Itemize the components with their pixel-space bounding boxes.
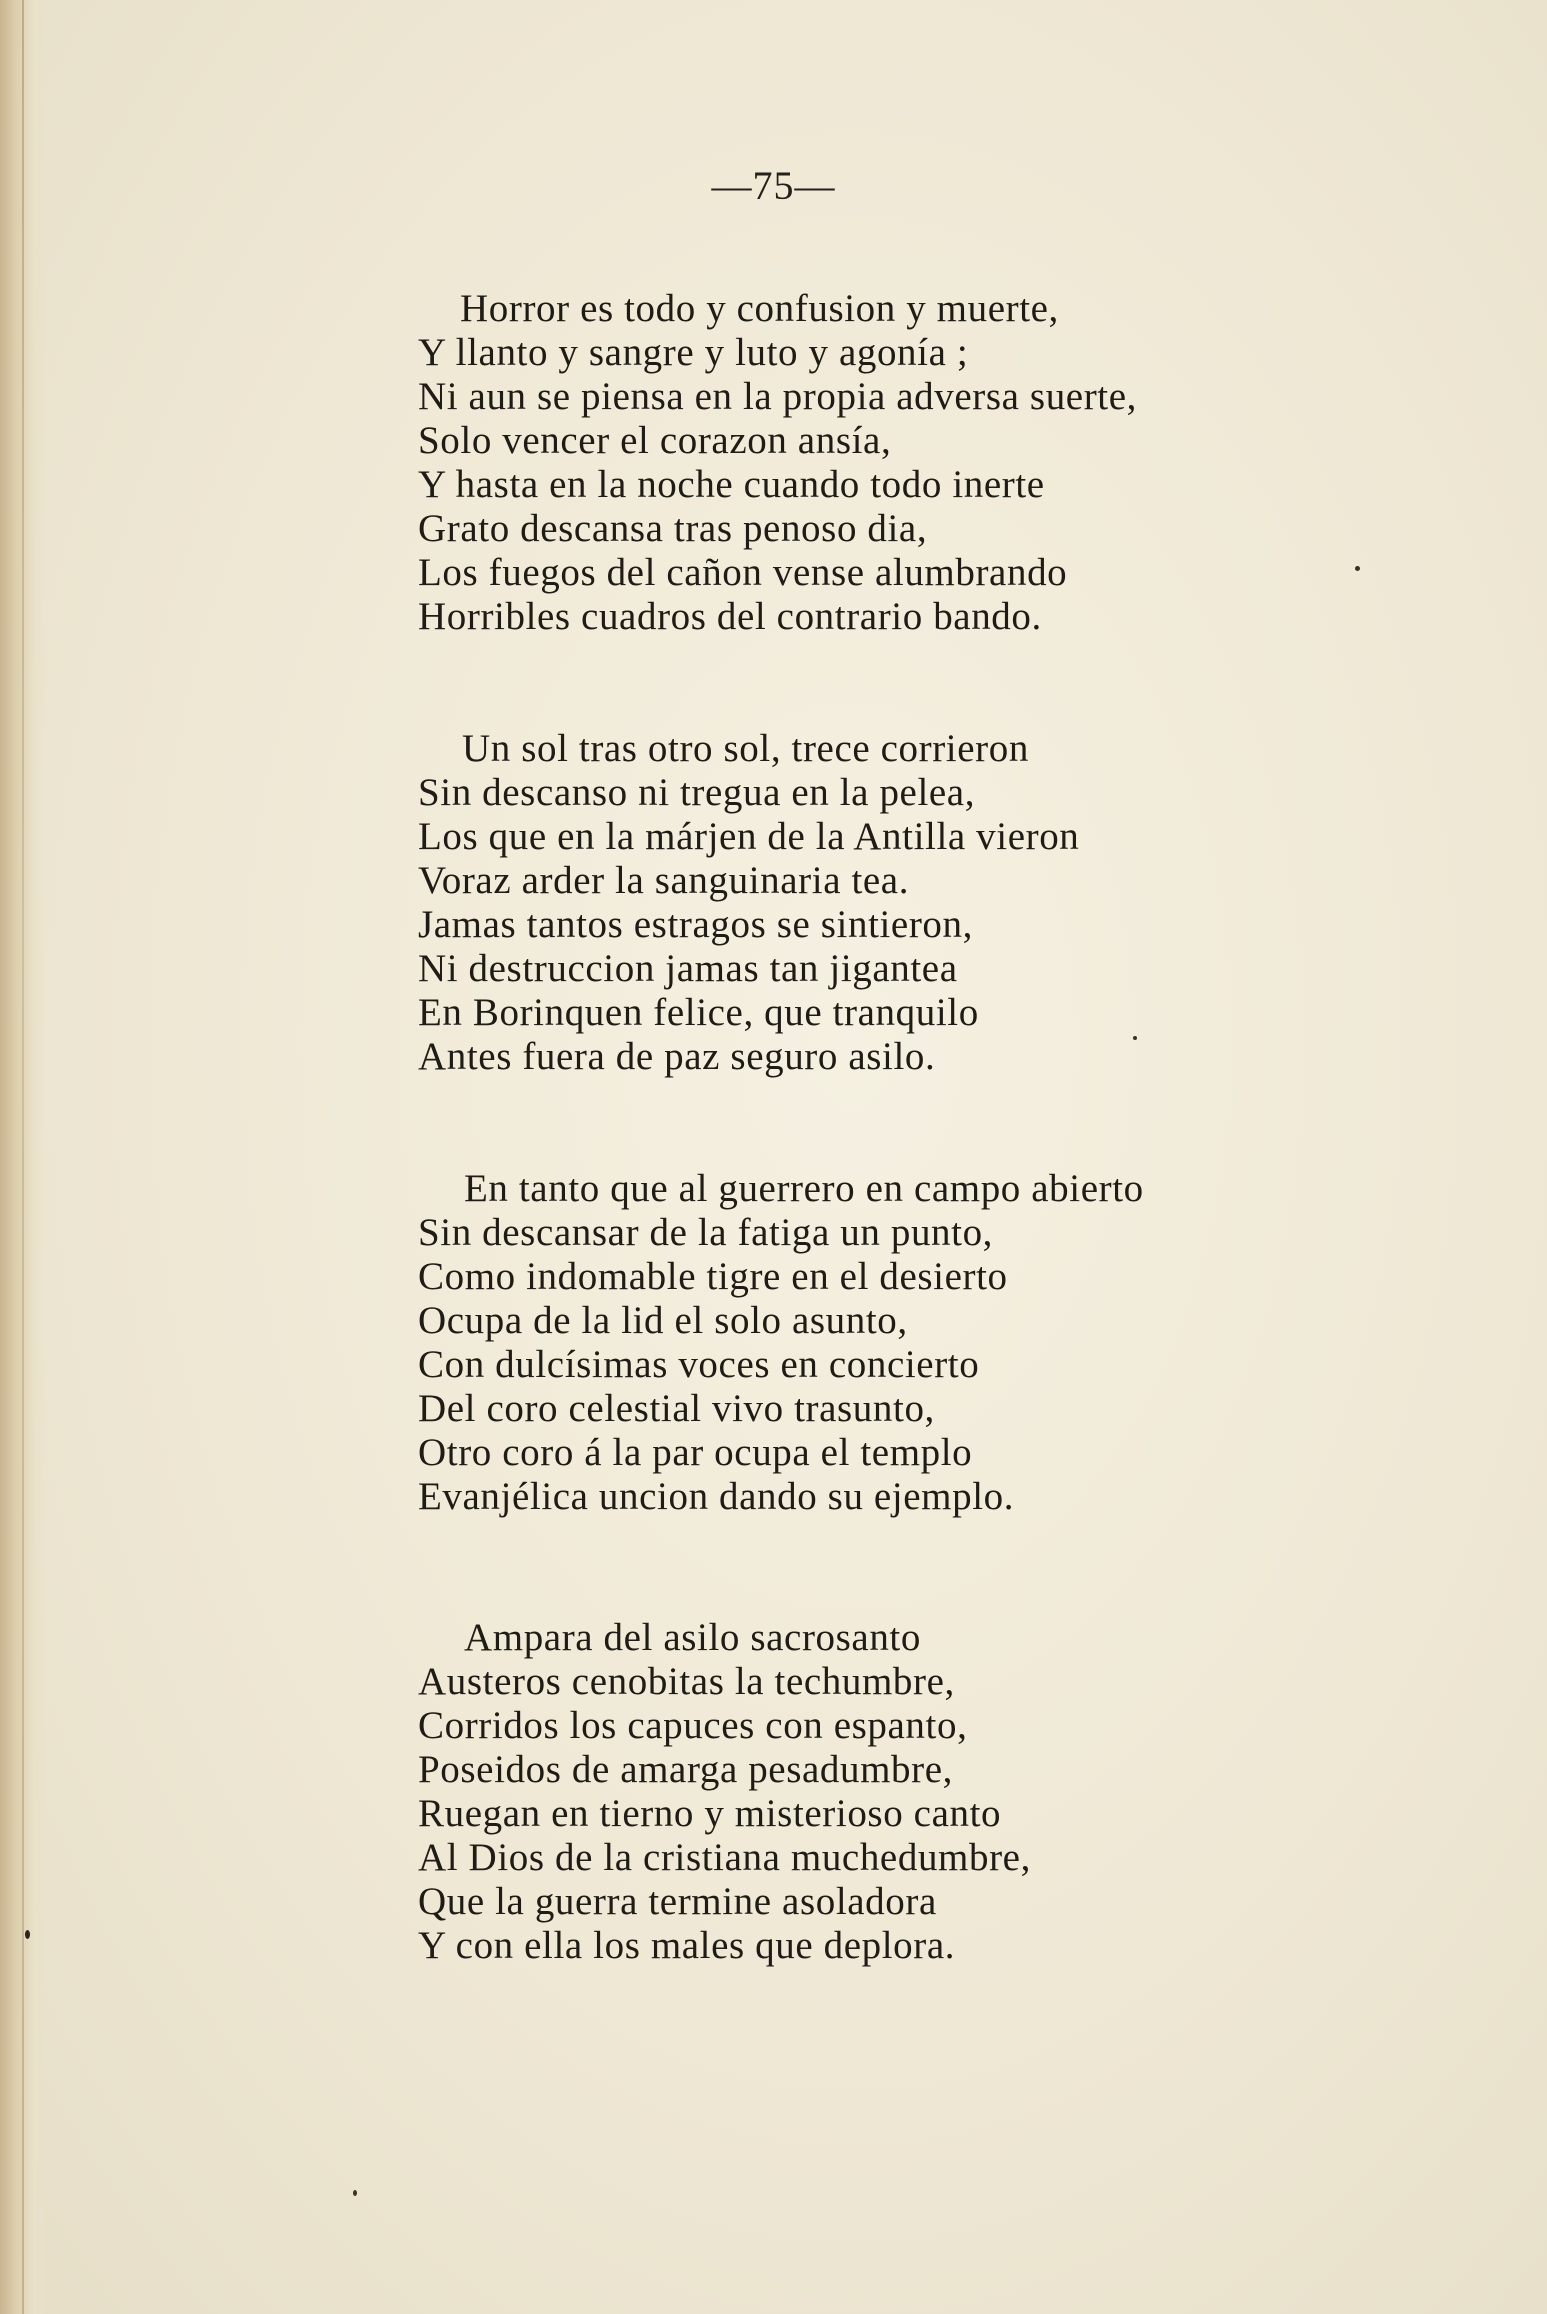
verse-line: Grato descansa tras penoso dia, [418,507,928,550]
paper-speck [1355,566,1360,571]
verse-line: Con dulcísimas voces en concierto [418,1343,980,1386]
page-number: —75— [711,163,836,208]
verse-line: Austeros cenobitas la techumbre, [418,1660,955,1703]
verse-line: Antes fuera de paz seguro asilo. [418,1035,936,1078]
page-binding-crease [22,0,24,2314]
verse-line: Al Dios de la cristiana muchedumbre, [418,1836,1031,1879]
verse-line: Solo vencer el corazon ansía, [418,419,892,462]
verse-line: Ruegan en tierno y misterioso canto [418,1792,1002,1835]
verse-line: Como indomable tigre en el desierto [418,1255,1008,1298]
verse-line: Evanjélica uncion dando su ejemplo. [418,1475,1015,1518]
verse-line: Poseidos de amarga pesadumbre, [418,1748,953,1791]
paper-speck [353,2190,357,2196]
verse-line: Horribles cuadros del contrario bando. [418,595,1042,638]
verse-line: Horror es todo y confusion y muerte, [460,287,1059,330]
verse-line: Un sol tras otro sol, trece corrieron [462,727,1029,770]
verse-line: Otro coro á la par ocupa el templo [418,1431,973,1474]
verse-line: Voraz arder la sanguinaria tea. [418,859,910,902]
verse-line: Ni destruccion jamas tan jigantea [418,947,958,990]
verse-line: Y con ella los males que deplora. [418,1924,956,1967]
verse-line: En tanto que al guerrero en campo abierto [464,1167,1144,1210]
verse-line: Que la guerra termine asoladora [418,1880,937,1923]
verse-line: Corridos los capuces con espanto, [418,1704,968,1747]
verse-line: Y hasta en la noche cuando todo inerte [418,463,1045,506]
verse-line: Sin descansar de la fatiga un punto, [418,1211,994,1254]
verse-line: Ampara del asilo sacrosanto [464,1616,921,1659]
verse-line: Los fuegos del cañon vense alumbrando [418,551,1068,594]
verse-line: Sin descanso ni tregua en la pelea, [418,771,976,814]
verse-line: Ocupa de la lid el solo asunto, [418,1299,908,1342]
verse-line: En Borinquen felice, que tranquilo [418,991,979,1034]
verse-line: Ni aun se piensa en la propia adversa suerte, [418,375,1137,418]
verse-line: Jamas tantos estragos se sintieron, [418,903,973,946]
verse-line: Del coro celestial vivo trasunto, [418,1387,935,1430]
paper-speck [25,1930,30,1939]
verse-line: Y llanto y sangre y luto y agonía ; [418,331,969,374]
verse-line: Los que en la márjen de la Antilla vieron [418,815,1080,858]
paper-speck [1133,1036,1137,1040]
